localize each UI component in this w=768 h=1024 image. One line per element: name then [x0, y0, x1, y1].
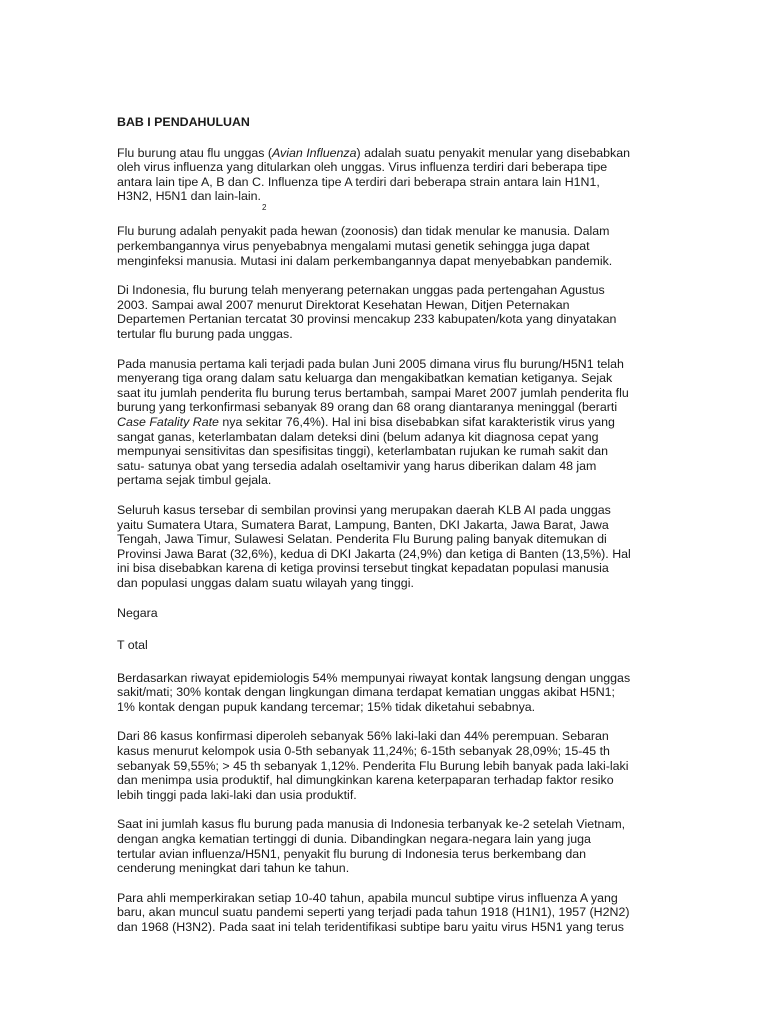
text-line: sangat ganas, keterlambatan dalam deteksi dini (belum adanya kit diagnosa cepat yang — [117, 429, 599, 444]
paragraph-human-cases — [117, 357, 657, 488]
paragraph-ranking — [117, 817, 657, 875]
text-line: Para ahli memperkirakan setiap 10-40 tahun, apabila muncul subtipe virus influenza A yang — [117, 890, 618, 905]
text-line: 1% kontak dengan pupuk kandang tercemar; 15% tidak diketahui sebabnya. — [117, 699, 536, 714]
text-line: oleh virus influenza yang ditularkan oleh unggas. Virus influenza terdiri dari beberapa tipe — [117, 160, 608, 175]
italic-term: Case Fatality Rate — [117, 414, 219, 429]
text-line: ini bisa disebabkan karena di ketiga provinsi tersebut tingkat kepadatan populasi manusia — [117, 561, 609, 576]
text-line: Dari 86 kasus konfirmasi diperoleh sebanyak 56% laki-laki dan 44% perempuan. Sebaran — [117, 729, 609, 744]
text-line: tertular avian influenza/H5N1, penyakit flu burung di Indonesia terus berkembang dan — [117, 846, 587, 861]
text-line: tertular flu burung pada unggas. — [117, 327, 293, 341]
text-line: dan menimpa usia produktif, hal dimungkinkan karena keterpaparan terhadap faktor resiko — [117, 773, 614, 788]
text-line: 2003. Sampai awal 2007 menurut Direktorat Kesehatan Hewan, Ditjen Peternakan — [117, 297, 570, 312]
text-line: perkembangannya virus penyebabnya mengalami mutasi genetik sehingga juga dapat — [117, 239, 590, 254]
text-line: H3N2, H5N1 dan lain-$lain._2$ — [117, 189, 267, 212]
text-line: dan 1968 (H3N2). Pada saat ini telah teridentifikasi subtipe baru yaitu virus H5N1 yang terus — [117, 920, 624, 934]
text-line: dengan angka kematian tertinggi di dunia. Dibandingkan negara-negara lain yang juga — [117, 832, 591, 847]
text-line: baru, akan muncul suatu pandemi seperti yang terjadi pada tahun 1918 (H1N1), 1957 (H2N2) — [117, 905, 630, 920]
text-line: menyerang tiga orang dalam satu keluarga dan mengakibatkan kematian ketiganya. Sejak — [117, 371, 613, 386]
text-line: yaitu Sumatera Utara, Sumatera Barat, Lampung, Banten, DKI Jakarta, Jawa Barat, Jawa — [117, 517, 609, 532]
text-line: saat itu jumlah penderita flu burung terus bertambah, sampai Maret 2007 jumlah penderita flu — [117, 385, 629, 400]
paragraph-indonesia — [117, 283, 657, 341]
text-line: kasus menurut kelompok usia 0-5th sebanyak 11,24%; 6-15th sebanyak 28,09%; 15-45 th — [117, 744, 610, 759]
text-line: Provinsi Jawa Barat (32,6%), kedua di DKI Jakarta (24,9%) dan ketiga di Banten (13,5%). Hal — [117, 546, 631, 561]
text-line: Saat ini jumlah kasus flu burung pada manusia di Indonesia terbanyak ke-2 setelah Vietnam, — [117, 817, 626, 832]
text-line: Flu burung adalah penyakit pada hewan (zoonosis) dan tidak menular ke manusia. Dalam — [117, 224, 610, 239]
text-line: Di Indonesia, flu burung telah menyerang peternakan unggas pada pertengahan Agustus — [117, 283, 605, 298]
text-line: Tengah, Jawa Timur, Sulawesi Selatan. Penderita Flu Burung paling banyak ditemukan di — [117, 532, 607, 547]
text-line: menginfeksi manusia. Mutasi ini dalam perkembangannya dapat menyebabkan pandemik. — [117, 253, 613, 268]
label-total: T otal — [117, 638, 148, 653]
paragraph-zoonosis — [117, 224, 657, 268]
chapter-heading: BAB I PENDAHULUAN — [117, 115, 250, 129]
text-line: dan populasi unggas dalam suatu wilayah yang tinggi. — [117, 575, 414, 590]
text-line: Pada manusia pertama kali terjadi pada bulan Juni 2005 dimana virus flu burung/H5N1 telah — [117, 356, 624, 371]
text-line: cenderung meningkat dari tahun ke tahun. — [117, 861, 350, 876]
text-line: sebanyak 59,55%; > 45 th sebanyak 1,12%. Penderita Flu Burung lebih banyak pada laki-laki — [117, 758, 629, 773]
text-line: Flu burung atau flu unggas (Avian Influenza) adalah suatu penyakit menular yang disebabkan — [117, 145, 630, 160]
paragraph-pandemic — [117, 891, 657, 935]
paragraph-provinces — [117, 503, 657, 591]
footnote-marker: 2 — [261, 202, 267, 212]
text-line: mempunyai sensitivitas dan spesifisitas tinggi), keterlambatan rujukan ke rumah sakit dan — [117, 444, 609, 459]
text-line: sakit/mati; 30% kontak dengan lingkungan dimana terdapat kematian unggas akibat H5N1; — [117, 685, 616, 700]
italic-term: Avian Influenza — [272, 145, 357, 160]
text-line: pertama sejak timbul gejala. — [117, 473, 272, 488]
text-line: burung yang terkonfirmasi sebanyak 89 orang dan 68 orang diantaranya meninggal (berarti — [117, 400, 618, 415]
text-line: Departemen Pertanian tercatat 30 provinsi mencakup 233 kabupaten/kota yang dinyatakan — [117, 312, 617, 327]
text-line: antara lain tipe A, B dan C. Influenza tipe A terdiri dari beberapa strain antara lain H1N1, — [117, 174, 600, 189]
paragraph-epidemiology — [117, 671, 657, 715]
text-line: lebih tinggi pada laki-laki dan usia produktif. — [117, 787, 357, 802]
document-page — [117, 115, 657, 950]
paragraph-intro — [117, 146, 657, 210]
text-line: satu- satunya obat yang tersedia adalah oseltamivir yang harus diberikan dalam 48 jam — [117, 458, 597, 473]
text-line: Berdasarkan riwayat epidemiologis 54% mempunyai riwayat kontak langsung dengan unggas — [117, 670, 631, 685]
label-negara: Negara — [117, 605, 158, 620]
paragraph-demographics — [117, 729, 657, 802]
text-line: Case Fatality Rate nya sekitar 76,4%). Hal ini bisa disebabkan sifat karakteristik virus yang — [117, 414, 615, 429]
text-line: Seluruh kasus tersebar di sembilan provinsi yang merupakan daerah KLB AI pada unggas — [117, 502, 611, 517]
